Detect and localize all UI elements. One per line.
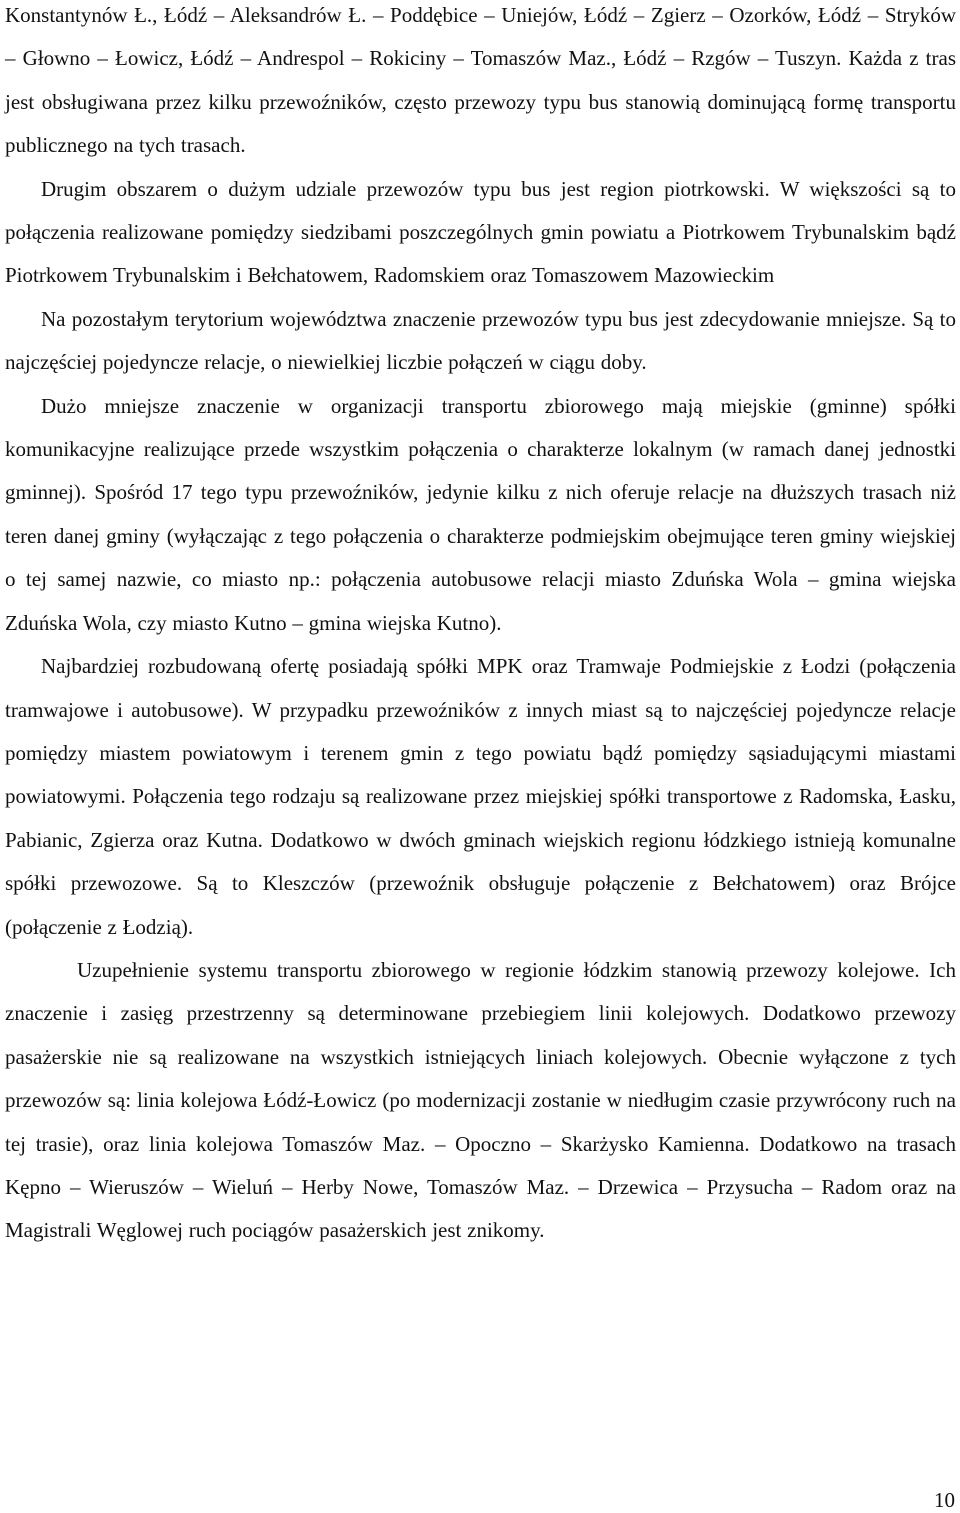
paragraph-municipal-companies: Dużo mniejsze znaczenie w organizacji transportu zbiorowego mają miejskie (gminne) spółki komunikacyjne realizujące przede wszystkim połączenia o charakterze lokalnym (w ramach danej jednostki gminnej). Spośród 17 tego typu przewoźników, jedynie kilku z nich oferuje relacje na dłuższych trasach niż teren danej gminy (wyłączając z tego połączenia o charakterze podmiejskim obejmujące teren gminy wiejskiej o tej samej nazwie, co miasto np.: połączenia autobusowe relacji miasto Zduńska Wola – gmina wiejska Zduńska Wola, czy miasto Kutno – gmina wiejska Kutno). [5, 393, 956, 635]
paragraph-remaining-territory: Na pozostałym terytorium województwa znaczenie przewozów typu bus jest zdecydowanie mniejsze. Są to najczęściej pojedyncze relacje, o niewielkiej liczbie połączeń w ciągu doby. [5, 306, 956, 375]
body-text [5, 0, 956, 1253]
paragraph-piotrkow-region: Drugim obszarem o dużym udziale przewozów typu bus jest region piotrkowski. W większości są to połączenia realizowane pomiędzy siedzibami poszczególnych gmin powiatu a Piotrkowem Trybunalskim bądź Piotrkowem Trybunalskim i Bełchatowem, Radomskiem oraz Tomaszowem Mazowieckim [5, 176, 956, 288]
page-number: 10 [934, 1488, 955, 1512]
paragraph-rail-transport: Uzupełnienie systemu transportu zbiorowego w regionie łódzkim stanowią przewozy kolejowe. Ich znaczenie i zasięg przestrzenny są determinowane przebiegiem linii kolejowych. Dodatkowo przewozy pasażerskie nie są realizowane na wszystkich istniejących liniach kolejowych. Obecnie wyłączone z tych przewozów są: linia kolejowa Łódź-Łowicz (po modernizacji zostanie w niedługim czasie przywrócony ruch na tej trasie), oraz linia kolejowa Tomaszów Maz. – Opoczno – Skarżysko Kamienna. Dodatkowo na trasach Kępno – Wieruszów – Wieluń – Herby Nowe, Tomaszów Maz. – Drzewica – Przysucha – Radom oraz na Magistrali Węglowej ruch pociągów pasażerskich jest znikomy. [5, 957, 956, 1243]
paragraph-mpk-offer: Najbardziej rozbudowaną ofertę posiadają spółki MPK oraz Tramwaje Podmiejskie z Łodzi (połączenia tramwajowe i autobusowe). W przypadku przewoźników z innych miast są to najczęściej pojedyncze relacje pomiędzy miastem powiatowym i terenem gmin z tego powiatu bądź pomiędzy sąsiadującymi miastami powiatowymi. Połączenia tego rodzaju są realizowane przez miejskiej spółki transportowe z Radomska, Łasku, Pabianic, Zgierza oraz Kutna. Dodatkowo w dwóch gminach wiejskich regionu łódzkiego istnieją komunalne spółki przewozowe. Są to Kleszczów (przewoźnik obsługuje połączenie z Bełchatowem) oraz Brójce (połączenie z Łodzią). [5, 654, 956, 939]
paragraph-bus-routes-lodz: Konstantynów Ł., Łódź – Aleksandrów Ł. – Poddębice – Uniejów, Łódź – Zgierz – Ozorków, Łódź – Stryków – Głowno – Łowicz, Łódź – Andrespol – Rokiciny – Tomaszów Maz., Łódź – Rzgów – Tuszyn. Każda z tras jest obsługiwana przez kilku przewoźników, często przewozy typu bus stanowią dominującą formę transportu publicznego na tych trasach. [5, 3, 956, 158]
